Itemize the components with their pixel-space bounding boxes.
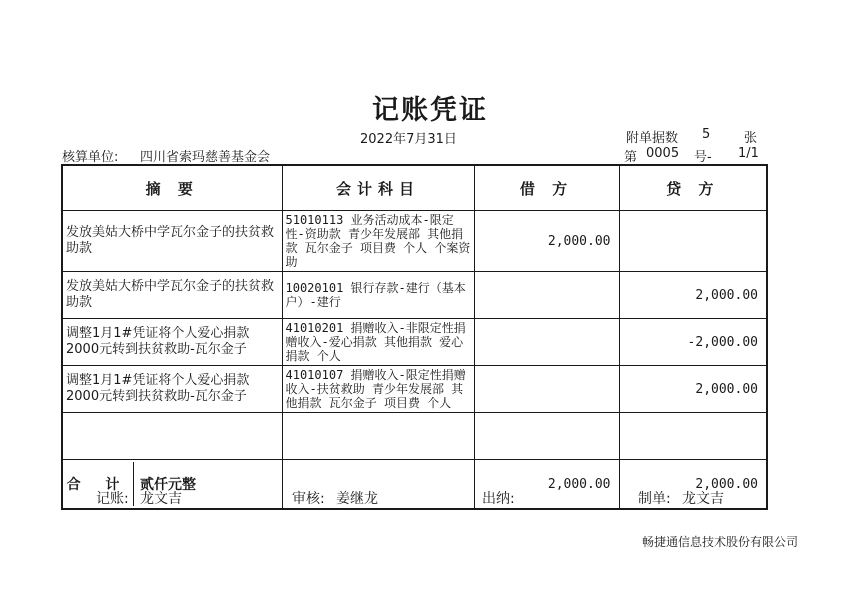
entry-row <box>62 211 767 272</box>
entry-summary: 调整1月1#凭证将个人爱心捐款2000元转到扶贫救助-瓦尔金子 <box>62 319 282 366</box>
entry-debit: 2,000.00 <box>474 211 619 272</box>
preparer-name: 龙文吉 <box>682 491 724 507</box>
voucher-date: 2022年7月31日 <box>360 132 457 147</box>
header-subject: 会计科目 <box>282 165 474 211</box>
voucher-number: 0005 <box>646 146 680 161</box>
cashier-label: 出纳: <box>482 491 515 507</box>
total-label: 合 计 <box>63 462 134 506</box>
total-amount-words: 贰仟元整 <box>140 477 196 493</box>
header-credit: 贷 方 <box>619 165 767 211</box>
preparer-label: 制单: <box>638 491 671 507</box>
total-credit: 2,000.00 <box>619 460 767 510</box>
entry-debit <box>474 272 619 319</box>
voucher-table <box>61 164 768 510</box>
header-summary: 摘 要 <box>62 165 282 211</box>
entry-summary: 调整1月1#凭证将个人爱心捐款2000元转到扶贫救助-瓦尔金子 <box>62 366 282 413</box>
entry-credit: -2,000.00 <box>619 319 767 366</box>
entry-summary: 发放美姑大桥中学瓦尔金子的扶贫救助款 <box>62 272 282 319</box>
voucher-title: 记账凭证 <box>372 95 488 126</box>
empty-cell <box>474 413 619 460</box>
attachments-count: 5 <box>702 127 711 142</box>
entry-subject: 10020101 银行存款-建行（基本户）-建行 <box>282 272 474 319</box>
entry-subject: 51010113 业务活动成本-限定性-资助款 青少年发展部 其他捐款 瓦尔金子 项目费 个人 个案资助 <box>282 211 474 272</box>
entry-row <box>62 366 767 413</box>
bookkeeper-name: 龙文吉 <box>140 491 182 507</box>
reviewer-label: 审核: <box>292 491 325 507</box>
entry-debit <box>474 366 619 413</box>
attachments-label: 附单据数 <box>626 131 679 146</box>
voucher-no-suffix: 号- <box>694 150 712 165</box>
empty-cell <box>282 413 474 460</box>
voucher-page: 1/1 <box>738 146 759 161</box>
empty-row <box>62 413 767 460</box>
entry-credit: 2,000.00 <box>619 366 767 413</box>
entry-subject: 41010201 捐赠收入-非限定性捐赠收入-爱心捐款 其他捐款 爱心捐款 个人 <box>282 319 474 366</box>
attachments-unit: 张 <box>744 131 758 146</box>
entry-debit <box>474 319 619 366</box>
unit-name: 四川省索玛慈善基金会 <box>140 150 271 165</box>
entry-subject: 41010107 捐赠收入-限定性捐赠收入-扶贫救助 青少年发展部 其他捐款 瓦尔金子 项目费 个人 <box>282 366 474 413</box>
voucher-no-prefix: 第 <box>624 150 638 165</box>
header-row <box>62 165 767 211</box>
header-debit: 借 方 <box>474 165 619 211</box>
entry-row <box>62 272 767 319</box>
empty-cell <box>62 413 282 460</box>
entry-credit <box>619 211 767 272</box>
entry-credit: 2,000.00 <box>619 272 767 319</box>
bookkeeper-label: 记账: <box>96 491 129 507</box>
empty-cell <box>619 413 767 460</box>
entry-summary: 发放美姑大桥中学瓦尔金子的扶贫救助款 <box>62 211 282 272</box>
entry-row <box>62 319 767 366</box>
unit-label: 核算单位: <box>62 150 119 165</box>
software-company: 畅捷通信息技术股份有限公司 <box>641 535 798 549</box>
total-debit: 2,000.00 <box>474 460 619 510</box>
reviewer-name: 姜继龙 <box>336 491 378 507</box>
